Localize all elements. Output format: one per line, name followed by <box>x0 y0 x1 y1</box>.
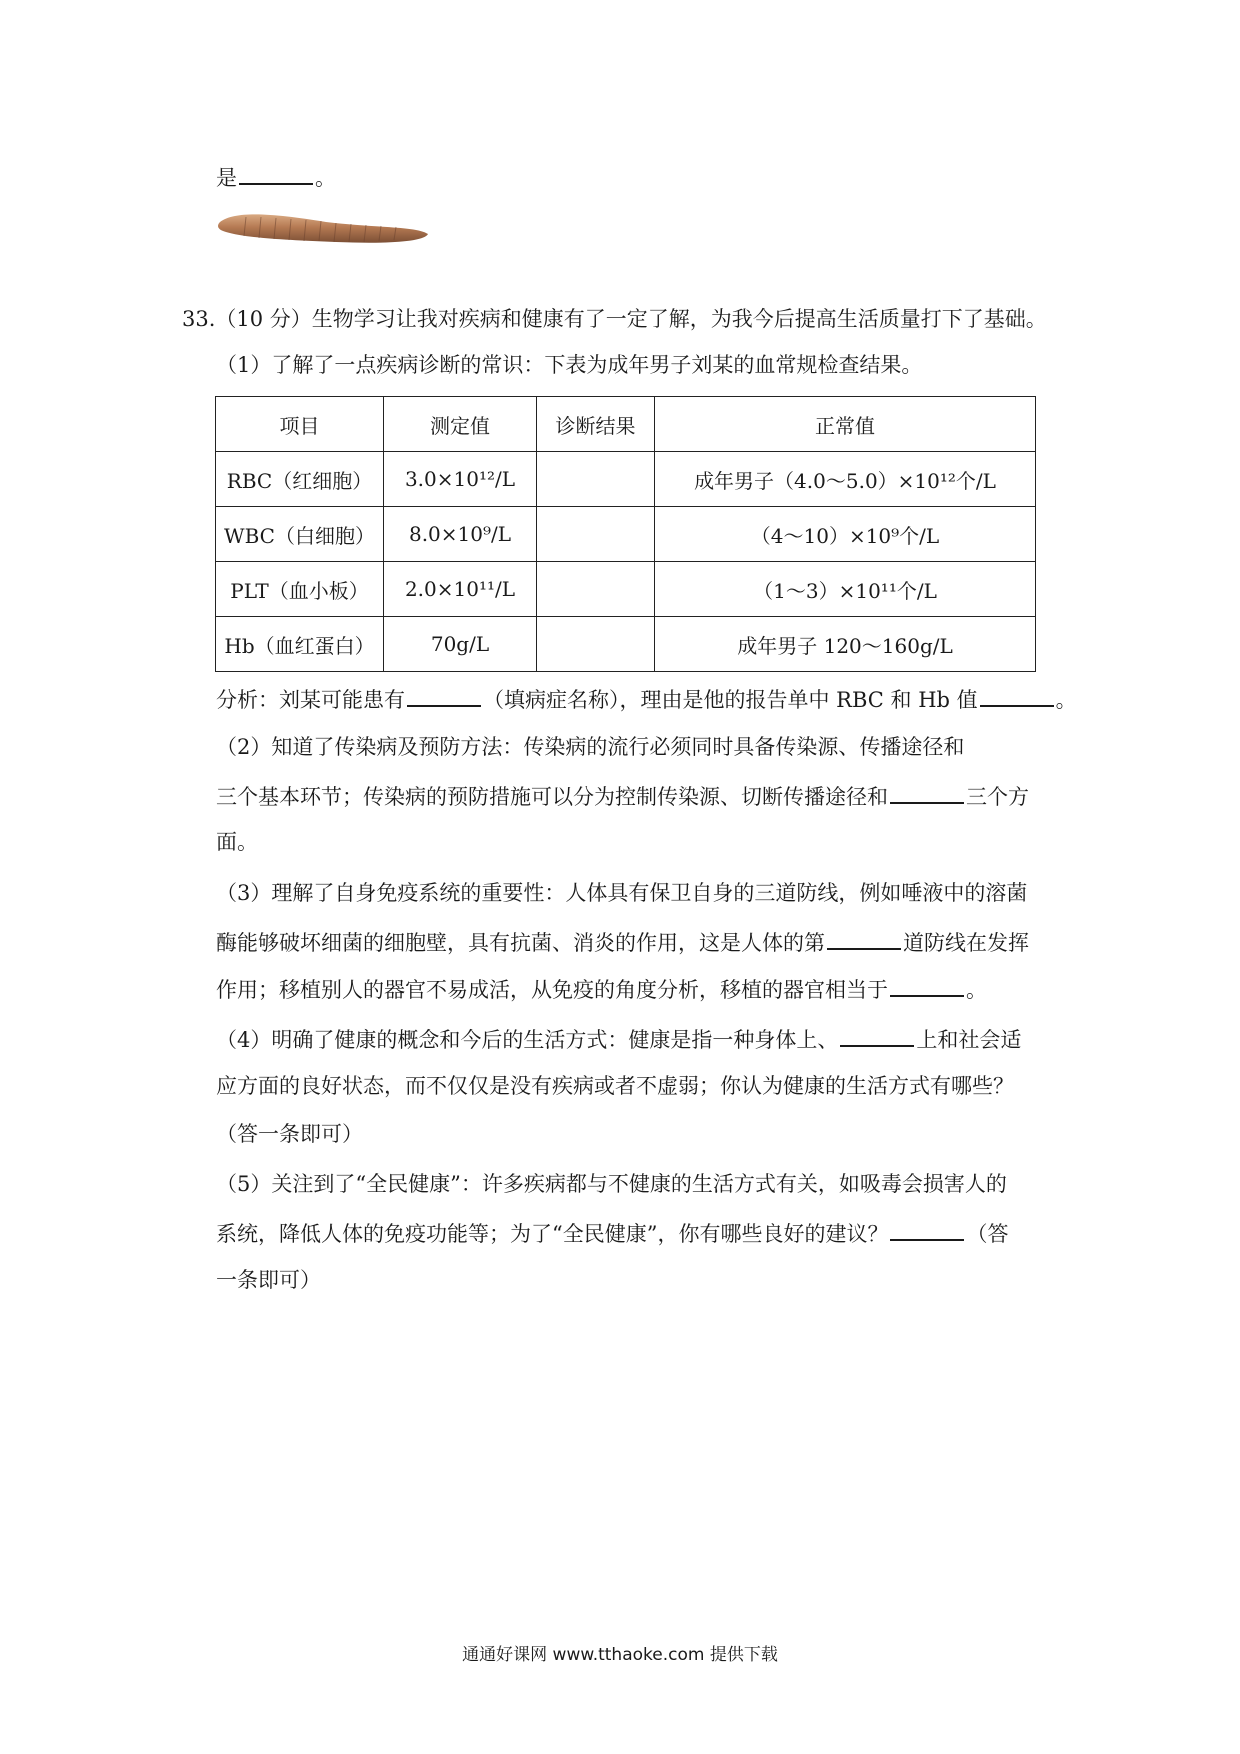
table-row <box>216 617 1036 672</box>
cell-diagnosis <box>537 562 655 617</box>
cell-item: PLT（血小板） <box>216 562 384 617</box>
part5-text-b: （答 <box>966 1222 1009 1246</box>
part4-text-a: （4）明确了健康的概念和今后的生活方式：健康是指一种身体上、 <box>216 1028 839 1052</box>
q33-header: 33.（10 分）生物学习让我对疾病和健康有了一定了解，为我今后提高生活质量打下了基础。 <box>182 307 1047 331</box>
cell-diagnosis <box>537 507 655 562</box>
q33-part3-line2 <box>216 928 1029 956</box>
analysis-line <box>216 685 1077 713</box>
mealworm-larva-image <box>216 208 430 254</box>
cell-measured: 8.0×10⁹/L <box>384 507 537 562</box>
part3-text-d: 。 <box>966 978 987 1002</box>
q33-part4-line2: 应方面的良好状态，而不仅仅是没有疾病或者不虚弱；你认为健康的生活方式有哪些？ <box>216 1074 1014 1098</box>
q33-part3-line3 <box>216 975 987 1003</box>
header-diagnosis: 诊断结果 <box>537 397 655 452</box>
cell-item: WBC（白细胞） <box>216 507 384 562</box>
q33-part4-line3: （答一条即可） <box>216 1122 363 1146</box>
part2-text-b: 三个方 <box>966 785 1029 809</box>
cell-measured: 70g/L <box>384 617 537 672</box>
cell-item: RBC（红细胞） <box>216 452 384 507</box>
cell-measured: 3.0×10¹²/L <box>384 452 537 507</box>
analysis-text-b: （填病症名称），理由是他的报告单中 RBC 和 Hb 值 <box>483 688 978 712</box>
cell-diagnosis <box>537 452 655 507</box>
cell-normal: （4～10）×10⁹个/L <box>655 507 1036 562</box>
answer-blank <box>407 685 481 707</box>
q33-part2-line3: 面。 <box>216 830 258 854</box>
cell-normal: （1～3）×10¹¹个/L <box>655 562 1036 617</box>
part3-text-b: 道防线在发挥 <box>903 931 1029 955</box>
q33-part5-line3: 一条即可） <box>216 1268 321 1292</box>
q33-part5-line2 <box>216 1219 1008 1247</box>
q33-part3-line1: （3）理解了自身免疫系统的重要性：人体具有保卫自身的三道防线，例如唾液中的溶菌 <box>216 881 1028 905</box>
header-item: 项目 <box>216 397 384 452</box>
cell-normal: 成年男子（4.0～5.0）×10¹²个/L <box>655 452 1036 507</box>
blood-test-table <box>215 396 1036 672</box>
table-row <box>216 452 1036 507</box>
analysis-text-a: 分析：刘某可能患有 <box>216 688 405 712</box>
part3-text-a: 酶能够破坏细菌的细胞壁，具有抗菌、消炎的作用，这是人体的第 <box>216 931 825 955</box>
table-row <box>216 562 1036 617</box>
footer-source: 通通好课网 www.tthaoke.com 提供下载 <box>462 1645 778 1665</box>
top-line-suffix: 。 <box>315 166 336 190</box>
part2-text-a: 三个基本环节；传染病的预防措施可以分为控制传染源、切断传播途径和 <box>216 785 888 809</box>
cell-measured: 2.0×10¹¹/L <box>384 562 537 617</box>
top-line <box>216 163 336 191</box>
q33-part5-line1: （5）关注到了“全民健康”：许多疾病都与不健康的生活方式有关，如吸毒会损害人的 <box>216 1172 1007 1196</box>
header-normal: 正常值 <box>655 397 1036 452</box>
part3-text-c: 作用；移植别人的器官不易成活，从免疫的角度分析，移植的器官相当于 <box>216 978 888 1002</box>
table-row <box>216 507 1036 562</box>
top-line-prefix: 是 <box>216 166 237 190</box>
part4-text-b: 上和社会适 <box>916 1028 1022 1052</box>
analysis-text-c: 。 <box>1055 688 1077 712</box>
part5-text-a: 系统，降低人体的免疫功能等；为了“全民健康”，你有哪些良好的建议？ <box>216 1222 889 1246</box>
answer-blank <box>840 1025 914 1047</box>
answer-blank <box>239 163 313 185</box>
cell-diagnosis <box>537 617 655 672</box>
q33-part2-line1: （2）知道了传染病及预防方法：传染病的流行必须同时具备传染源、传播途径和 <box>216 735 965 759</box>
cell-normal: 成年男子 120～160g/L <box>655 617 1036 672</box>
answer-blank <box>890 782 964 804</box>
q33-part2-line2 <box>216 782 1029 810</box>
answer-blank <box>980 685 1054 707</box>
cell-item: Hb（血红蛋白） <box>216 617 384 672</box>
header-measured: 测定值 <box>384 397 537 452</box>
answer-blank <box>890 975 964 997</box>
q33-part1: （1）了解了一点疾病诊断的常识：下表为成年男子刘某的血常规检查结果。 <box>216 353 923 377</box>
answer-blank <box>890 1219 964 1241</box>
q33-part4-line1 <box>216 1025 1021 1053</box>
table-header-row <box>216 397 1036 452</box>
answer-blank <box>827 928 901 950</box>
